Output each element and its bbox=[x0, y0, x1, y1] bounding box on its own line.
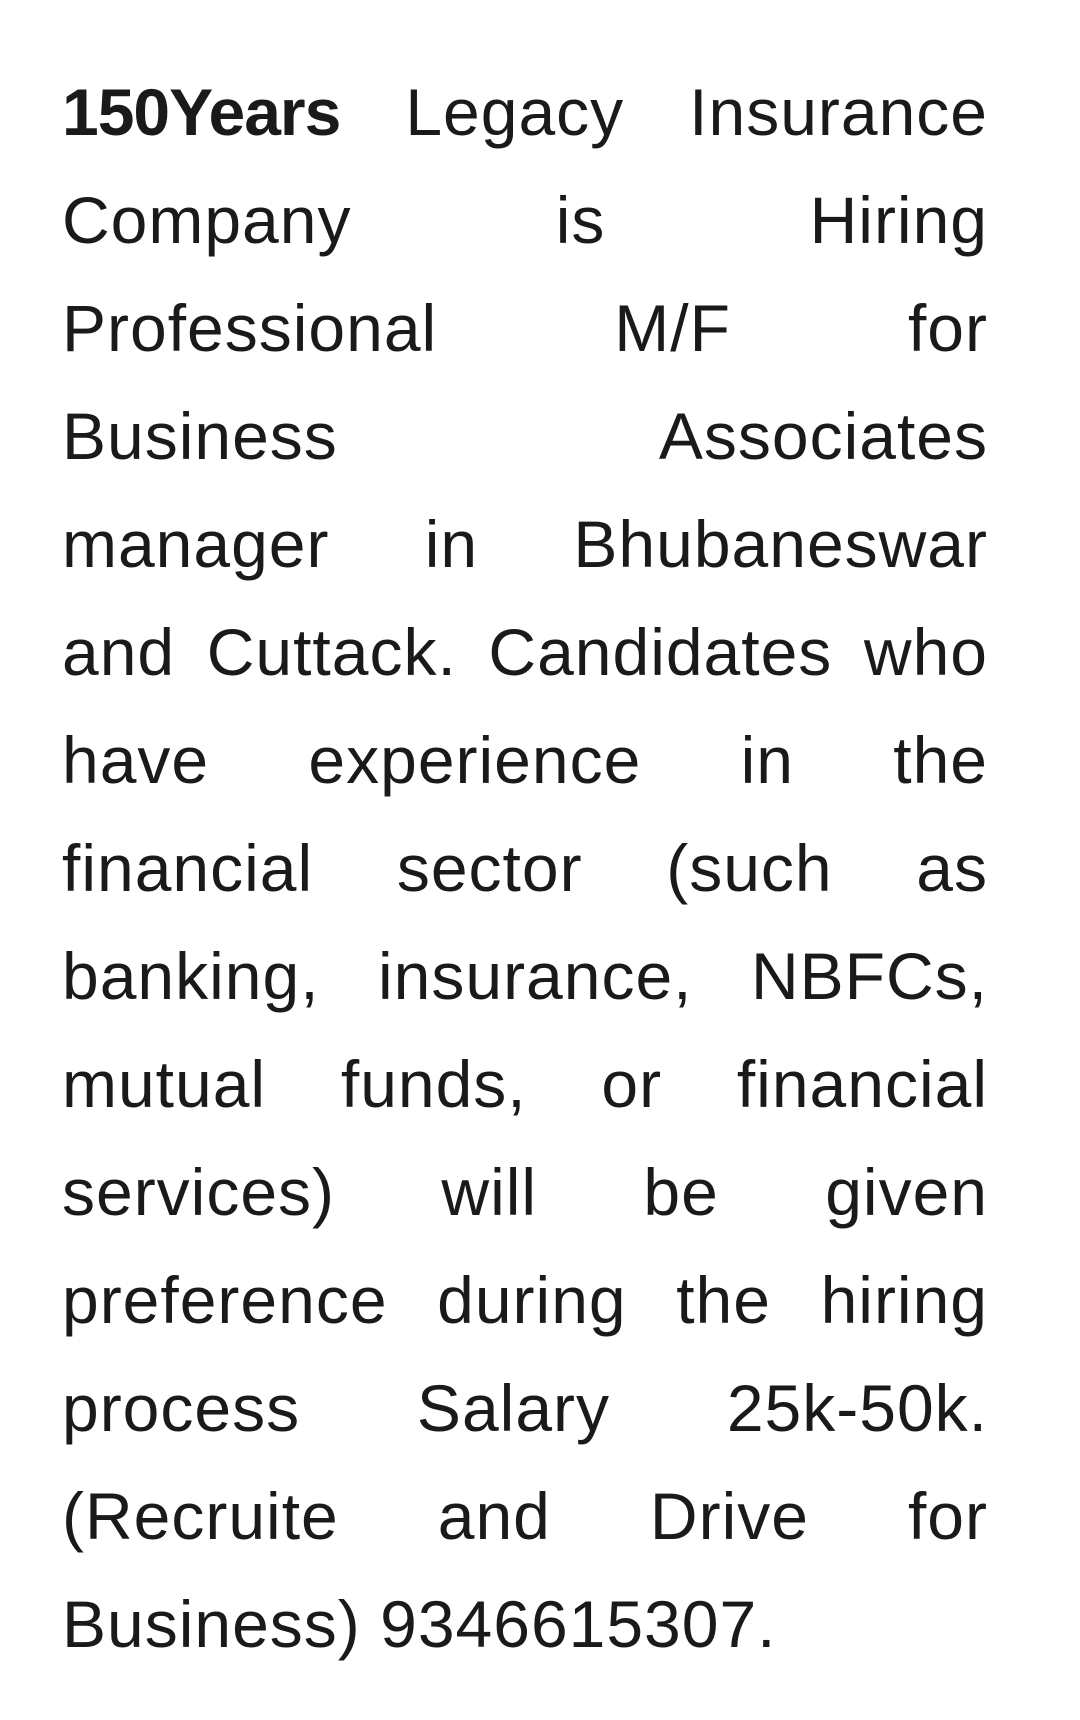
ad-line-11: services) will be given bbox=[62, 1155, 988, 1229]
ad-line-5: manager in Bhubaneswar bbox=[62, 507, 988, 581]
ad-line-3: Professional M/F for bbox=[62, 291, 988, 365]
ad-line-2: Company is Hiring bbox=[62, 183, 988, 257]
ad-line-12: preference during the hiring bbox=[62, 1263, 988, 1337]
ad-line-7: have experience in the bbox=[62, 723, 988, 797]
ad-line-13: process Salary 25k-50k. bbox=[62, 1371, 988, 1445]
ad-line-14: (Recruite and Drive for bbox=[62, 1479, 988, 1553]
ad-line-6: and Cuttack. Candidates who bbox=[62, 615, 988, 689]
ad-line-1-text: Legacy Insurance bbox=[405, 75, 988, 149]
ad-line-15-phone: Business) 9346615307. bbox=[62, 1587, 777, 1661]
ad-line-8: financial sector (such as bbox=[62, 831, 988, 905]
ad-line-4: Business Associates bbox=[62, 399, 988, 473]
ad-line-10: mutual funds, or financial bbox=[62, 1047, 988, 1121]
ad-line-1 bbox=[62, 58, 988, 166]
job-advertisement bbox=[62, 58, 988, 1678]
ad-line-9: banking, insurance, NBFCs, bbox=[62, 939, 988, 1013]
ad-lead-bold: 150Years bbox=[62, 75, 341, 149]
